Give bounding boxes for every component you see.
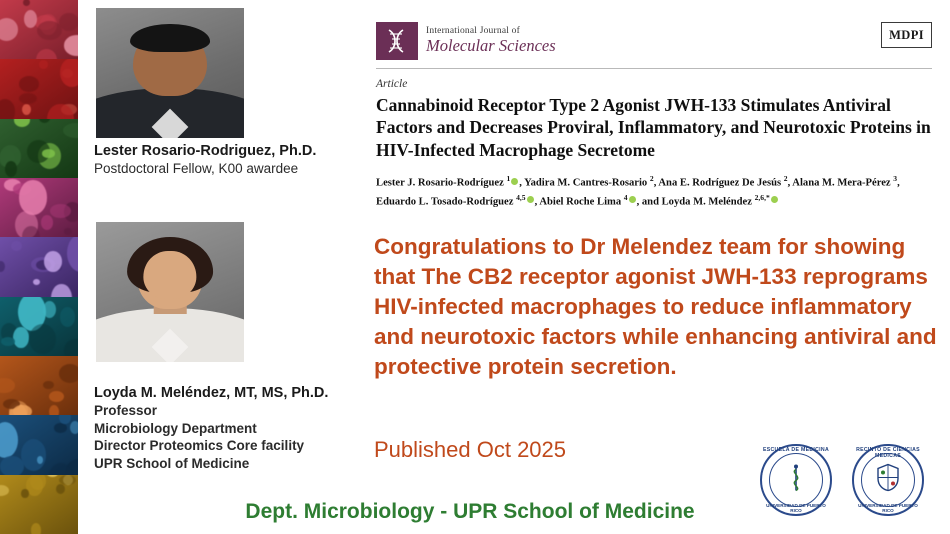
person-department: Microbiology Department [94,420,257,436]
person-info-loyda [94,384,374,472]
seal-top-text: ESCUELA DE MEDICINA [762,447,830,453]
mdpi-publisher-logo: MDPI [881,22,932,48]
author-affiliation-marker: 3 [893,174,898,184]
cell-cluster-orange [0,356,78,415]
person-director-role: Director Proteomics Core facility [94,438,305,454]
author-name: and Loyda M. Meléndez [641,196,755,208]
author-name: Eduardo L. Tosado-Rodríguez [376,196,517,208]
author-name: Alana M. Mera-Pérez [792,177,894,189]
macrophage-purple [0,237,78,296]
escuela-de-medicina-seal [760,444,832,516]
author-affiliation-marker: 4,5 [516,192,526,202]
person-name: Loyda M. Meléndez, MT, MS, Ph.D. [94,385,329,401]
author-name: Lester J. Rosario-Rodríguez [376,177,507,189]
portrait-loyda-melendez [96,222,244,362]
caduceus-icon [783,462,809,499]
cell-culture-pink [0,0,78,59]
seal-bottom-text: UNIVERSIDAD DE PUERTO RICO [858,503,918,513]
person-role: Professor [94,403,158,419]
congratulations-message: Congratulations to Dr Melendez team for showing that The CB2 receptor agonist JWH-133 reprograms HIV-infected macrophages to reduce inflammatory and neurotoxic factors while enhancing antiviral and protective protein secretion. [374,234,937,379]
author-affiliation-marker: 2,6,* [754,192,770,202]
person-institution: UPR School of Medicine [94,455,250,471]
person-name: Lester Rosario-Rodriguez, Ph.D. [94,143,317,159]
article-type-label: Article [376,78,408,90]
fluorescent-cells-teal [0,297,78,356]
orcid-icon [511,178,518,185]
author-name: Abiel Roche Lima [539,196,624,208]
orcid-icon [629,196,636,203]
virus-particles-magenta [0,178,78,237]
author-affiliation-marker: 2 [649,174,654,184]
neuron-green [0,119,78,178]
recinto-ciencias-medicas-seal [852,444,924,516]
orcid-icon [527,196,534,203]
portraits-column [84,0,366,534]
shield-icon [875,463,901,498]
journal-article-header [376,22,932,210]
author-name: Yadira M. Cantres-Rosario [524,177,650,189]
journal-logo [376,22,556,60]
author-affiliation-marker: 4 [623,192,628,202]
author-affiliation-marker: 2 [783,174,788,184]
journal-logo-bottom-line: Molecular Sciences [426,35,556,55]
article-title: Cannabinoid Receptor Type 2 Agonist JWH-133 Stimulates Antiviral Factors and Decreases Proviral, Inflammatory, and Neurotoxic Proteins in HIV-Infected Macrophage Secretome [376,95,931,160]
dna-helix-icon [376,22,418,60]
orcid-icon [771,196,778,203]
author-affiliation-marker: 1 [506,174,511,184]
author-name: Ana E. Rodríguez De Jesús [658,177,784,189]
red-blood-cells [0,59,78,118]
seal-top-text: RECINTO DE CIENCIAS MEDICAS [856,447,920,459]
header-divider [376,68,932,69]
tissue-section-blue [0,415,78,474]
portrait-lester-rosario-rodriguez [96,8,244,138]
person-role: Postdoctoral Fellow, K00 awardee [94,161,299,177]
footer-department-title: Dept. Microbiology - UPR School of Medicine [245,500,695,523]
article-author-list: Lester J. Rosario-Rodríguez $^1$ , Yadira M. Cantres-Rosario $^2$, Ana E. Rodríguez De Jesús $^2$, Alana M. Mera-Pérez $^3$, Eduardo L. Tosado-Rodríguez $^{4,5}$ , Abiel Roche Lima $^4$ , and Loyda M. Meléndez $^{2,6,*}$ [376,174,900,208]
journal-logo-top-line: International Journal of [426,26,520,37]
person-info-lester [94,142,374,178]
bacteria-yellow [0,475,78,534]
published-date: Published Oct 2025 [374,437,567,462]
decorative-image-strip [0,0,78,534]
seal-bottom-text: UNIVERSIDAD DE PUERTO RICO [766,503,826,513]
